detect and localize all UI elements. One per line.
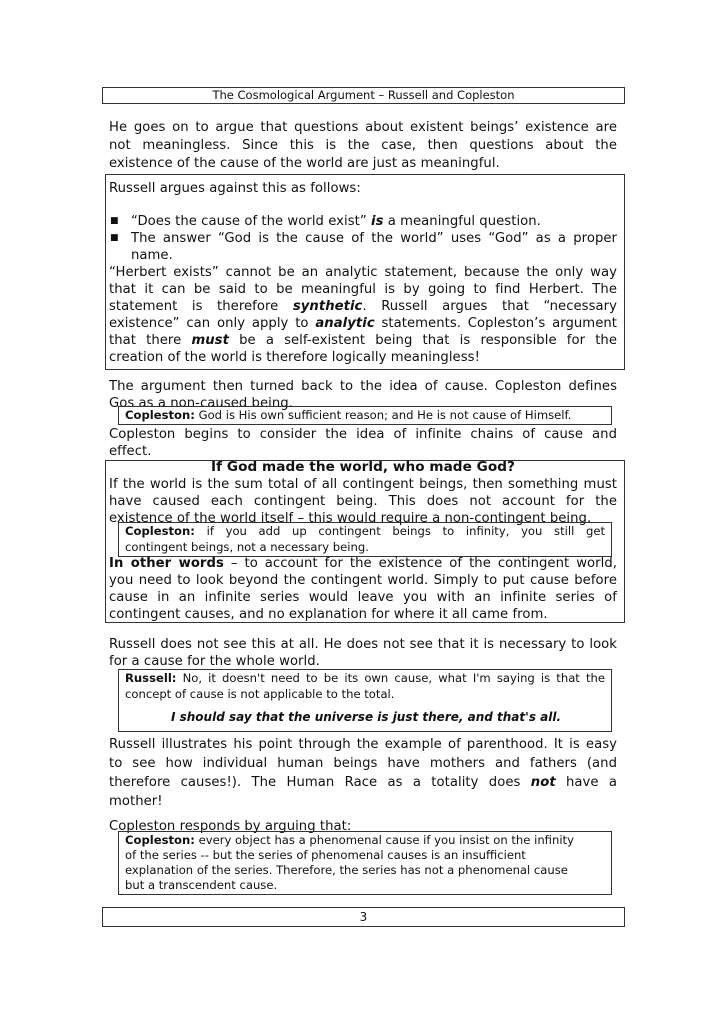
- box1-bullet-2-line-1: The answer “God is the cause of the world” uses “God” as a proper: [131, 231, 617, 246]
- box2-line-6: contingent causes, and no explanation for where it all came from.: [109, 607, 548, 622]
- p1-line-1: He goes on to argue that questions about existent beings’ existence are: [109, 120, 617, 135]
- quote-speaker: Copleston:: [125, 833, 195, 847]
- header-box: [102, 87, 625, 104]
- footer-box: [102, 907, 625, 927]
- copleston-quote-2: Copleston: if you add up contingent beings to infinity, you still get contingent beings, not a necessary being.: [118, 522, 612, 557]
- box2-heading: If God made the world, who made God?: [211, 459, 515, 475]
- box1-intro: Russell argues against this as follows:: [109, 181, 361, 196]
- box1-line-3: statement is therefore synthetic. Russell argues that “necessary: [109, 299, 617, 314]
- p4-line-1: Russell does not see this at all. He does not see that it is necessary to look: [109, 637, 617, 652]
- bullet-icon: ■: [110, 233, 119, 243]
- box1-line-1: “Herbert exists” cannot be an analytic statement, because the only way: [109, 265, 617, 280]
- box2-line-1: If the world is the sum total of all contingent beings, then something must: [109, 477, 617, 492]
- p6-line-1: Copleston responds by arguing that:: [109, 819, 352, 834]
- page-number: 3: [359, 910, 368, 924]
- header-title: The Cosmological Argument – Russell and Copleston: [212, 88, 515, 102]
- p4-line-2: for a cause for the whole world.: [109, 654, 320, 669]
- quote-speaker: Russell:: [125, 671, 177, 685]
- copleston-quote-1: [118, 406, 612, 425]
- p5-line-1: Russell illustrates his point through the example of parenthood. It is easy: [109, 737, 617, 752]
- russell-quote: Russell: No, it doesn't need to be its own cause, what I'm saying is that the concept of cause is not applicable to the total. I should say that the universe is just there, and that's all.: [118, 669, 612, 732]
- bullet-icon: ■: [110, 216, 119, 226]
- p1-line-3: existence of the cause of the world are just as meaningful.: [109, 156, 500, 171]
- p2-line-2: Gos as a non-caused being.: [109, 396, 293, 411]
- quote-speaker: Copleston:: [125, 408, 195, 422]
- box2-line-4: you need to look beyond the contingent world. Simply to put cause before: [109, 573, 617, 588]
- box1-bullet-1: “Does the cause of the world exist” is a meaningful question.: [131, 214, 541, 229]
- box2-line-3: existence of the world itself – this would require a non-contingent being.: [109, 511, 592, 526]
- p2-line-1: The argument then turned back to the idea of cause. Copleston defines: [109, 379, 617, 394]
- box2-line-5: cause in an infinite series would leave you with an infinite series of: [109, 590, 617, 605]
- p5-line-3: therefore causes!). The Human Race as a totality does not have a: [109, 775, 618, 790]
- box2-in-other-words: In other words – to account for the existence of the contingent world,: [109, 556, 617, 571]
- box1-line-4: existence” can only apply to analytic statements. Copleston’s argument: [109, 316, 617, 331]
- box1-line-5: that there must be a self-existent being that is responsible for the: [109, 333, 617, 348]
- box1-line-6: creation of the world is therefore logically meaningless!: [109, 350, 480, 365]
- p5-line-2: to see how individual human beings have mothers and fathers (and: [109, 756, 617, 771]
- box1-bullet-2-line-2: name.: [131, 248, 173, 263]
- box1-line-2: that it can be said to be meaningful is by going to find Herbert. The: [109, 282, 617, 297]
- quote-speaker: Copleston:: [125, 524, 195, 538]
- box2-line-2: have caused each contingent being. This does not account for the: [109, 494, 617, 509]
- p5-line-4: mother!: [109, 794, 163, 809]
- copleston-quote-3: Copleston: every object has a phenomenal cause if you insist on the infinity of the series -- but the series of phenomenal causes is an insufficient explanation of the series. Therefore, the series has not a phenomenal cause but a transcendent cause.: [118, 831, 612, 895]
- russell-quote-emphasis: I should say that the universe is just there, and that's all.: [170, 710, 562, 724]
- p1-line-2: not meaningless. Since this is the case, then questions about the: [109, 138, 617, 153]
- quote-text: God is His own sufficient reason; and He is not cause of Himself.: [198, 408, 572, 422]
- p3-line-2: effect.: [109, 444, 152, 459]
- p3-line-1: Copleston begins to consider the idea of infinite chains of cause and: [109, 427, 617, 442]
